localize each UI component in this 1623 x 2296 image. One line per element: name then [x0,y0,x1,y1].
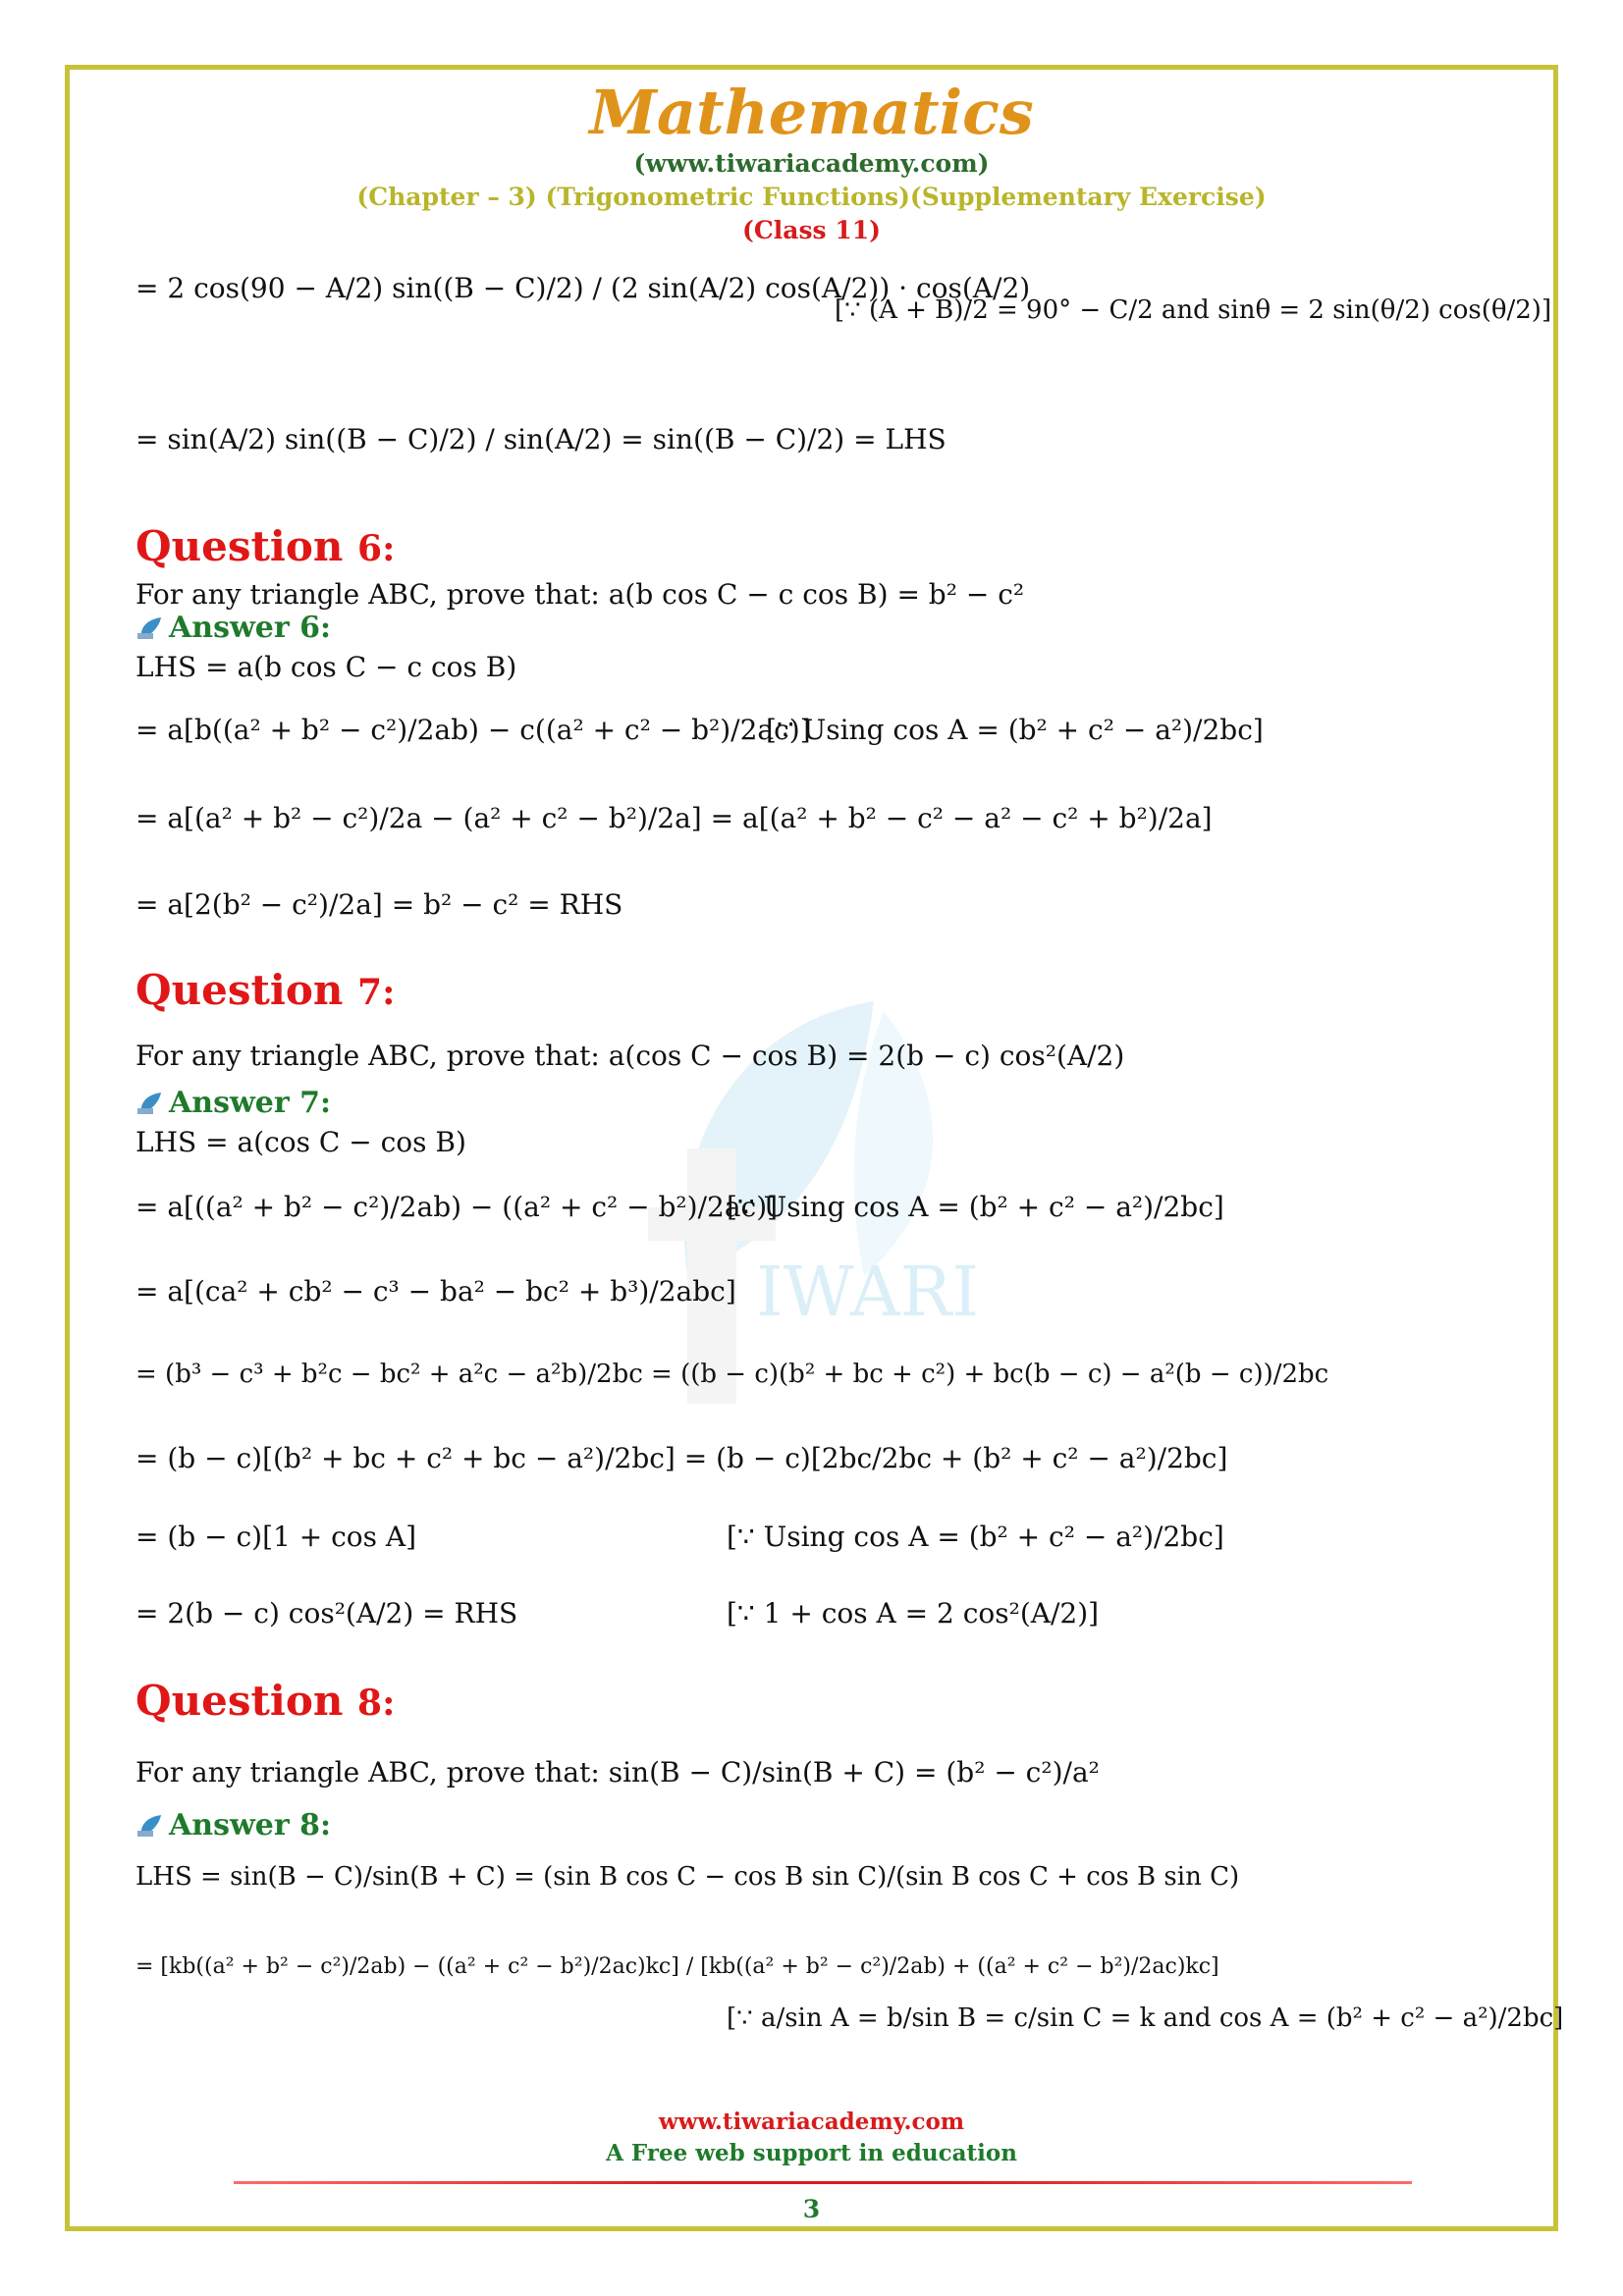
answer-7-heading: Answer 7: [135,1086,331,1120]
question-7-heading: Question 7: [135,966,396,1014]
answer-7-step-4: = (b³ − c³ + b²c − bc² + a²c − a²b)/2bc = ((b − c)(b² + bc + c²) + bc(b − c) − a²(b − c))/2bc [135,1360,1329,1389]
answer-7-step-6: = (b − c)[1 + cos A] [135,1521,417,1553]
continued-line-1: = 2 cos(90 − A/2) sin((B − C)/2) / (2 sin(A/2) cos(A/2)) · cos(A/2) [135,272,1031,304]
svg-text:IWARI: IWARI [756,1252,980,1332]
answer-6-note: [∵ Using cos A = (b² + c² − a²)/2bc] [766,714,1264,746]
leaf-icon [135,1813,165,1839]
answer-7-step-3: = a[(ca² + cb² − c³ − ba² − bc² + b³)/2abc] [135,1275,736,1308]
answer-6-step-2: = a[b((a² + b² − c²)/2ab) − c((a² + c² − b²)/2ac)] [135,714,811,746]
leaf-icon [135,615,165,641]
answer-7-note-2: [∵ Using cos A = (b² + c² − a²)/2bc] [727,1521,1224,1553]
answer-8-step-1: LHS = sin(B − C)/sin(B + C) = (sin B cos C − cos B sin C)/(sin B cos C + cos B sin C) [135,1862,1240,1892]
answer-8-heading: Answer 8: [135,1808,331,1842]
header-url[interactable]: (www.tiwariacademy.com) [633,149,990,178]
question-6-heading: Question 6: [135,522,396,570]
leaf-icon [135,1091,165,1116]
answer-7-step-5: = (b − c)[(b² + bc + c² + bc − a²)/2bc] = (b − c)[2bc/2bc + (b² + c² − a²)/2bc] [135,1442,1228,1474]
answer-6-step-4: = a[2(b² − c²)/2a] = b² − c² = RHS [135,888,623,921]
answer-6-heading: Answer 6: [135,611,331,645]
answer-8-step-2: = [kb((a² + b² − c²)/2ab) − ((a² + c² − b²)/2ac)kc] / [kb((a² + b² − c²)/2ab) + ((a² + c² − b²)/2ac)kc] [135,1954,1219,1979]
footer-divider [234,2181,1412,2184]
answer-7-note-1: [∵ Using cos A = (b² + c² − a²)/2bc] [727,1191,1224,1223]
page-title: Mathematics [589,77,1034,148]
answer-7-step-7: = 2(b − c) cos²(A/2) = RHS [135,1597,518,1629]
chapter-line: (Chapter – 3) (Trigonometric Functions)(Supplementary Exercise) [356,183,1267,211]
footer-url[interactable]: www.tiwariacademy.com [658,2109,965,2135]
footer-tagline: A Free web support in education [606,2140,1017,2166]
answer-6-step-3: = a[(a² + b² − c²)/2a − (a² + c² − b²)/2a] = a[(a² + b² − c² − a² − c² + b²)/2a] [135,802,1213,834]
question-8-heading: Question 8: [135,1677,396,1725]
answer-7-step-2: = a[((a² + b² − c²)/2ab) − ((a² + c² − b²)/2ac)] [135,1191,779,1223]
answer-7-note-3: [∵ 1 + cos A = 2 cos²(A/2)] [727,1597,1100,1629]
answer-7-step-1: LHS = a(cos C − cos B) [135,1126,466,1158]
question-8-text: For any triangle ABC, prove that: sin(B − C)/sin(B + C) = (b² − c²)/a² [135,1756,1100,1789]
page-number: 3 [802,2195,821,2223]
answer-8-note: [∵ a/sin A = b/sin B = c/sin C = k and cos A = (b² + c² − a²)/2bc] [727,2003,1564,2033]
question-6-text: For any triangle ABC, prove that: a(b cos C − c cos B) = b² − c² [135,578,1025,611]
class-line: (Class 11) [742,216,881,244]
continued-note-1: [∵ (A + B)/2 = 90° − C/2 and sinθ = 2 sin(θ/2) cos(θ/2)] [835,295,1552,325]
continued-line-2: = sin(A/2) sin((B − C)/2) / sin(A/2) = sin((B − C)/2) = LHS [135,423,947,455]
answer-6-step-1: LHS = a(b cos C − c cos B) [135,651,517,683]
question-7-text: For any triangle ABC, prove that: a(cos C − cos B) = 2(b − c) cos²(A/2) [135,1040,1125,1072]
